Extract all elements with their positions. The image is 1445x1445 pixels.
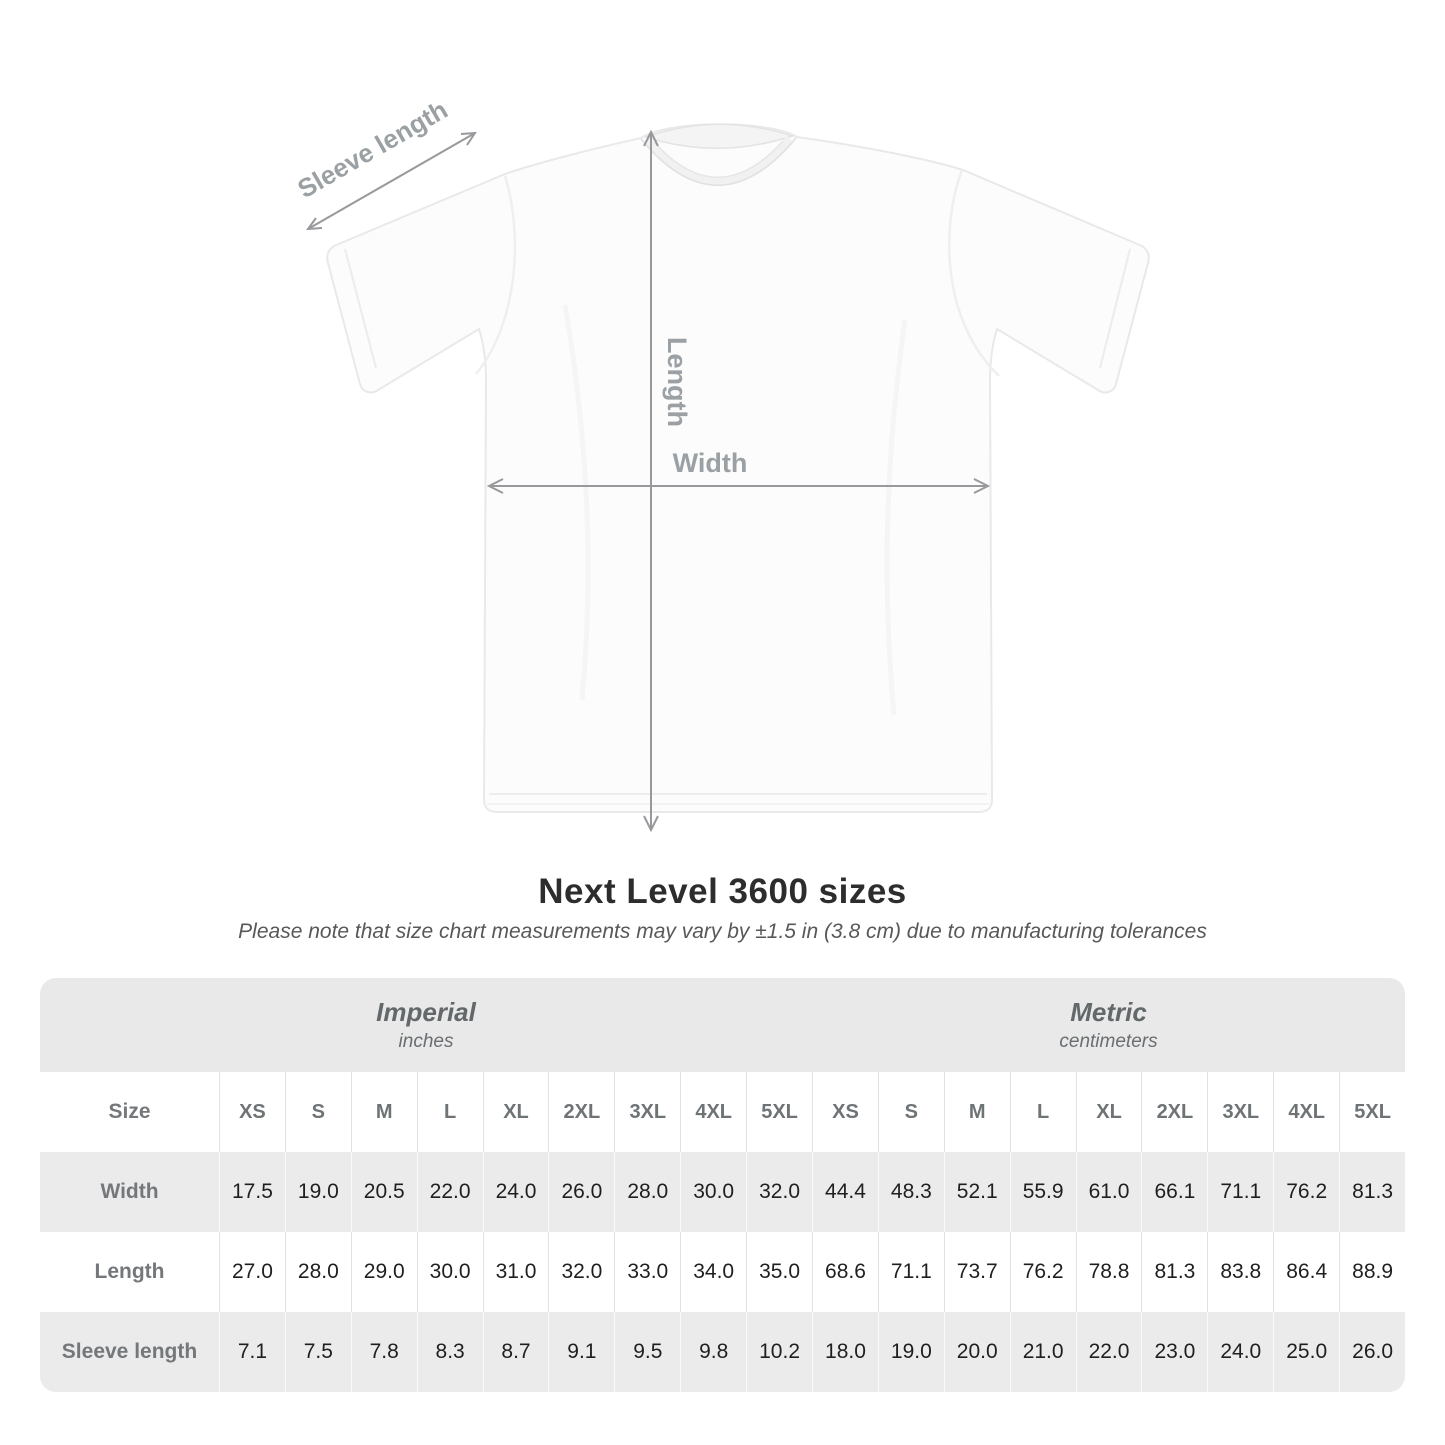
tolerance-note: Please note that size chart measurements may vary by ±1.5 in (3.8 cm) due to manufacturing tolerances — [238, 920, 1207, 943]
page-title: Next Level 3600 sizes — [538, 872, 907, 911]
imperial-header — [40, 978, 812, 1072]
measurement-row-label: Width — [100, 1180, 159, 1203]
measurement-value: 9.1 — [548, 1312, 614, 1392]
measurement-value: 81.3 — [1141, 1232, 1207, 1312]
measurement-value: 20.0 — [944, 1312, 1010, 1392]
measurement-value: 26.0 — [548, 1152, 614, 1232]
measurement-value: 19.0 — [285, 1152, 351, 1232]
measurement-value: 35.0 — [746, 1232, 812, 1312]
measurement-value: 22.0 — [1076, 1312, 1142, 1392]
measurement-value: 9.5 — [614, 1312, 680, 1392]
measurement-value: 44.4 — [812, 1152, 878, 1232]
imperial-title: Imperial — [376, 997, 476, 1027]
unit-header-band — [40, 978, 1405, 1072]
measurement-value: 78.8 — [1076, 1232, 1142, 1312]
measurement-value: 31.0 — [483, 1232, 549, 1312]
size-col-header: 4XL — [1273, 1072, 1339, 1152]
measurement-value: 33.0 — [614, 1232, 680, 1312]
metric-unit: centimeters — [1059, 1031, 1158, 1052]
measurement-value: 30.0 — [680, 1152, 746, 1232]
measurement-value: 21.0 — [1010, 1312, 1076, 1392]
measurement-value: 71.1 — [1207, 1152, 1273, 1232]
measurement-value: 22.0 — [417, 1152, 483, 1232]
measurement-value: 88.9 — [1339, 1232, 1405, 1312]
size-col-header: 5XL — [1339, 1072, 1405, 1152]
measurement-value: 30.0 — [417, 1232, 483, 1312]
measurement-row-label: Sleeve length — [61, 1340, 198, 1363]
length-label: Length — [662, 337, 692, 427]
measurement-value: 61.0 — [1076, 1152, 1142, 1232]
measurement-value: 8.7 — [483, 1312, 549, 1392]
measurement-row-label: Length — [94, 1260, 165, 1283]
table-row — [40, 1152, 1405, 1232]
measurement-value: 52.1 — [944, 1152, 1010, 1232]
measurement-value: 32.0 — [746, 1152, 812, 1232]
measurement-value: 9.8 — [680, 1312, 746, 1392]
measurement-value: 19.0 — [878, 1312, 944, 1392]
size-col-header: 3XL — [1207, 1072, 1273, 1152]
measurement-value: 76.2 — [1010, 1232, 1076, 1312]
measurement-value: 23.0 — [1141, 1312, 1207, 1392]
measurement-value: 55.9 — [1010, 1152, 1076, 1232]
measurement-value: 24.0 — [1207, 1312, 1273, 1392]
size-col-header: L — [1010, 1072, 1076, 1152]
title-block — [0, 872, 1445, 944]
measurement-value: 28.0 — [285, 1232, 351, 1312]
measurement-value: 25.0 — [1273, 1312, 1339, 1392]
table-row — [40, 1232, 1405, 1312]
size-col-header: 2XL — [1141, 1072, 1207, 1152]
measurement-value: 18.0 — [812, 1312, 878, 1392]
size-col-header: XL — [1076, 1072, 1142, 1152]
imperial-unit: inches — [398, 1031, 454, 1052]
size-col-header: XL — [483, 1072, 549, 1152]
measurement-value: 26.0 — [1339, 1312, 1405, 1392]
measurement-value: 7.5 — [285, 1312, 351, 1392]
measurement-value: 10.2 — [746, 1312, 812, 1392]
size-col-header: 4XL — [680, 1072, 746, 1152]
measurement-value: 24.0 — [483, 1152, 549, 1232]
measurement-value: 71.1 — [878, 1232, 944, 1312]
measurement-value: 76.2 — [1273, 1152, 1339, 1232]
measurement-value: 32.0 — [548, 1232, 614, 1312]
size-col-header: 2XL — [548, 1072, 614, 1152]
size-col-header: XS — [219, 1072, 285, 1152]
measurement-value: 34.0 — [680, 1232, 746, 1312]
measurement-value: 7.8 — [351, 1312, 417, 1392]
table-row — [40, 1072, 1405, 1152]
table-row — [40, 1312, 1405, 1392]
measurement-value: 73.7 — [944, 1232, 1010, 1312]
measurement-value: 29.0 — [351, 1232, 417, 1312]
size-col-header: 3XL — [614, 1072, 680, 1152]
size-col-header: M — [351, 1072, 417, 1152]
measurement-value: 27.0 — [219, 1232, 285, 1312]
measurement-value: 83.8 — [1207, 1232, 1273, 1312]
measurement-value: 7.1 — [219, 1312, 285, 1392]
metric-title: Metric — [1070, 997, 1147, 1027]
size-col-header: XS — [812, 1072, 878, 1152]
width-label: Width — [672, 448, 748, 478]
size-col-header: M — [944, 1072, 1010, 1152]
sleeve-length-label: Sleeve length — [292, 94, 453, 205]
size-col-header: S — [878, 1072, 944, 1152]
size-row-label: Size — [108, 1100, 151, 1123]
measurement-value: 28.0 — [614, 1152, 680, 1232]
measurement-value: 81.3 — [1339, 1152, 1405, 1232]
measurement-value: 17.5 — [219, 1152, 285, 1232]
size-table-rows — [40, 1072, 1405, 1392]
measurement-value: 66.1 — [1141, 1152, 1207, 1232]
measurement-value: 8.3 — [417, 1312, 483, 1392]
measurement-value: 86.4 — [1273, 1232, 1339, 1312]
measurement-value: 20.5 — [351, 1152, 417, 1232]
size-col-header: S — [285, 1072, 351, 1152]
measurement-value: 48.3 — [878, 1152, 944, 1232]
size-table — [40, 978, 1405, 1392]
size-col-header: 5XL — [746, 1072, 812, 1152]
measurement-value: 68.6 — [812, 1232, 878, 1312]
size-col-header: L — [417, 1072, 483, 1152]
metric-header — [812, 978, 1405, 1072]
